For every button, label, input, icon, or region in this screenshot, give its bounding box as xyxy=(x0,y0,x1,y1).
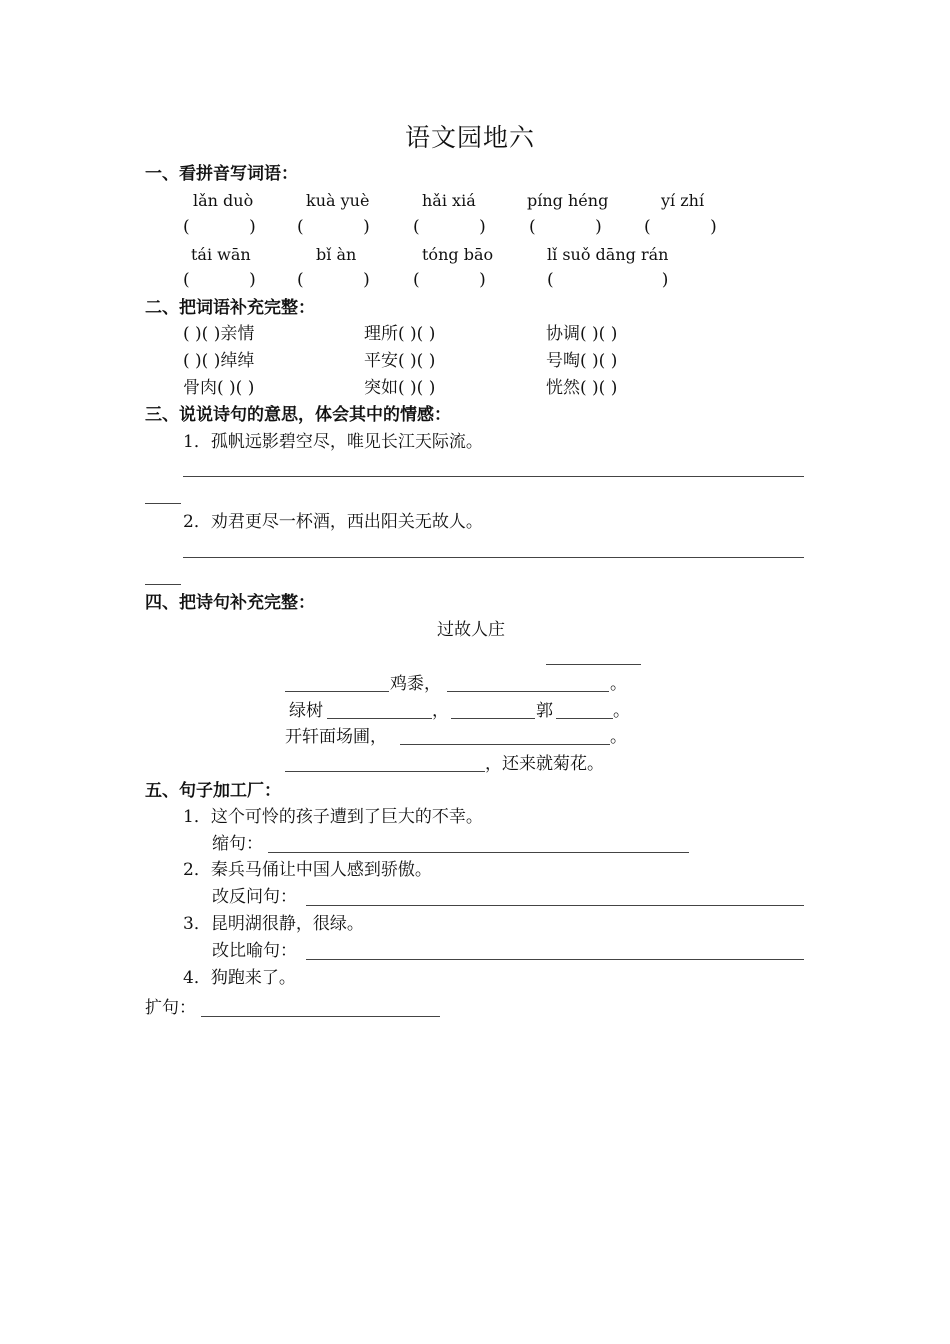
idiom-5[interactable]: 平安( )( ) xyxy=(364,351,436,371)
idiom-7[interactable]: 骨肉( )( ) xyxy=(183,378,255,398)
answer-line-s1[interactable] xyxy=(268,852,689,853)
pinyin-4: píng héng xyxy=(527,191,609,210)
answer-line-s2[interactable] xyxy=(306,905,804,906)
pinyin-9: lǐ suǒ dāng rán xyxy=(547,245,669,264)
prompt-4: 扩句： xyxy=(145,998,196,1018)
poem-l1: 鸡黍， xyxy=(390,674,441,694)
answer-box-8[interactable]: ( ) xyxy=(413,270,486,290)
blank-l2-c[interactable] xyxy=(556,718,613,719)
answer-box-9[interactable]: ( ) xyxy=(547,270,669,290)
pinyin-2: kuà yuè xyxy=(306,191,370,210)
section-2-heading: 二、把词语补充完整： xyxy=(145,298,315,318)
answer-box-7[interactable]: ( ) xyxy=(297,270,370,290)
poem-title: 过故人庄 xyxy=(437,620,505,640)
poem-l2-d: 。 xyxy=(613,701,630,721)
sentence-2: 2．秦兵马俑让中国人感到骄傲。 xyxy=(183,860,432,880)
answer-line-1[interactable] xyxy=(183,476,804,477)
poem-l3-a: 开轩面场圃， xyxy=(285,727,387,747)
answer-line-1-cont[interactable] xyxy=(145,503,181,504)
answer-box-2[interactable]: ( ) xyxy=(297,217,370,237)
idiom-9[interactable]: 恍然( )( ) xyxy=(546,378,618,398)
answer-box-4[interactable]: ( ) xyxy=(529,217,602,237)
pinyin-7: bǐ àn xyxy=(316,245,357,264)
section-5-heading: 五、句子加工厂： xyxy=(145,781,281,801)
blank-l1-a[interactable] xyxy=(285,691,389,692)
poem-l3-b: 。 xyxy=(610,727,627,747)
section-1-heading: 一、看拼音写词语： xyxy=(145,164,298,184)
poem-l1-end: 。 xyxy=(610,674,627,694)
idiom-6[interactable]: 号啕( )( ) xyxy=(546,351,618,371)
author-blank[interactable] xyxy=(546,664,641,665)
poem-l4: ，还来就菊花。 xyxy=(485,754,604,774)
pinyin-1: lǎn duò xyxy=(193,191,254,210)
prompt-3: 改比喻句： xyxy=(212,941,297,961)
answer-box-6[interactable]: ( ) xyxy=(183,270,256,290)
prompt-1: 缩句： xyxy=(212,834,263,854)
answer-line-2[interactable] xyxy=(183,557,804,558)
pinyin-3: hǎi xiá xyxy=(422,191,476,210)
section-3-heading: 三、说说诗句的意思，体会其中的情感： xyxy=(145,405,451,425)
idiom-8[interactable]: 突如( )( ) xyxy=(364,378,436,398)
idiom-3[interactable]: 协调( )( ) xyxy=(546,324,618,344)
pinyin-8: tóng bāo xyxy=(422,245,494,264)
answer-box-5[interactable]: ( ) xyxy=(644,217,717,237)
idiom-4[interactable]: ( )( )绰绰 xyxy=(183,351,255,371)
blank-l3[interactable] xyxy=(400,744,610,745)
answer-line-2-cont[interactable] xyxy=(145,584,181,585)
sentence-3: 3．昆明湖很静，很绿。 xyxy=(183,914,364,934)
section-4-heading: 四、把诗句补充完整： xyxy=(145,593,315,613)
answer-box-1[interactable]: ( ) xyxy=(183,217,256,237)
answer-line-s3[interactable] xyxy=(306,959,804,960)
idiom-2[interactable]: 理所( )( ) xyxy=(364,324,436,344)
poem-line-1: 1．孤帆远影碧空尽，唯见长江天际流。 xyxy=(183,432,483,452)
answer-line-s4[interactable] xyxy=(201,1016,440,1017)
blank-l2-a[interactable] xyxy=(327,718,432,719)
poem-l2-c: 郭 xyxy=(536,701,553,721)
page-title: 语文园地六 xyxy=(405,123,536,152)
sentence-4: 4．狗跑来了。 xyxy=(183,968,296,988)
answer-box-3[interactable]: ( ) xyxy=(413,217,486,237)
poem-line-2: 2．劝君更尽一杯酒，西出阳关无故人。 xyxy=(183,512,483,532)
poem-l2-a: 绿树 xyxy=(289,701,323,721)
idiom-1[interactable]: ( )( )亲情 xyxy=(183,324,255,344)
sentence-1: 1．这个可怜的孩子遭到了巨大的不幸。 xyxy=(183,807,483,827)
blank-l4[interactable] xyxy=(285,771,485,772)
prompt-2: 改反问句： xyxy=(212,887,297,907)
blank-l2-b[interactable] xyxy=(451,718,535,719)
pinyin-5: yí zhí xyxy=(661,191,705,210)
poem-l2-b: ， xyxy=(432,701,449,721)
blank-l1-b[interactable] xyxy=(447,691,609,692)
pinyin-6: tái wān xyxy=(191,245,251,264)
